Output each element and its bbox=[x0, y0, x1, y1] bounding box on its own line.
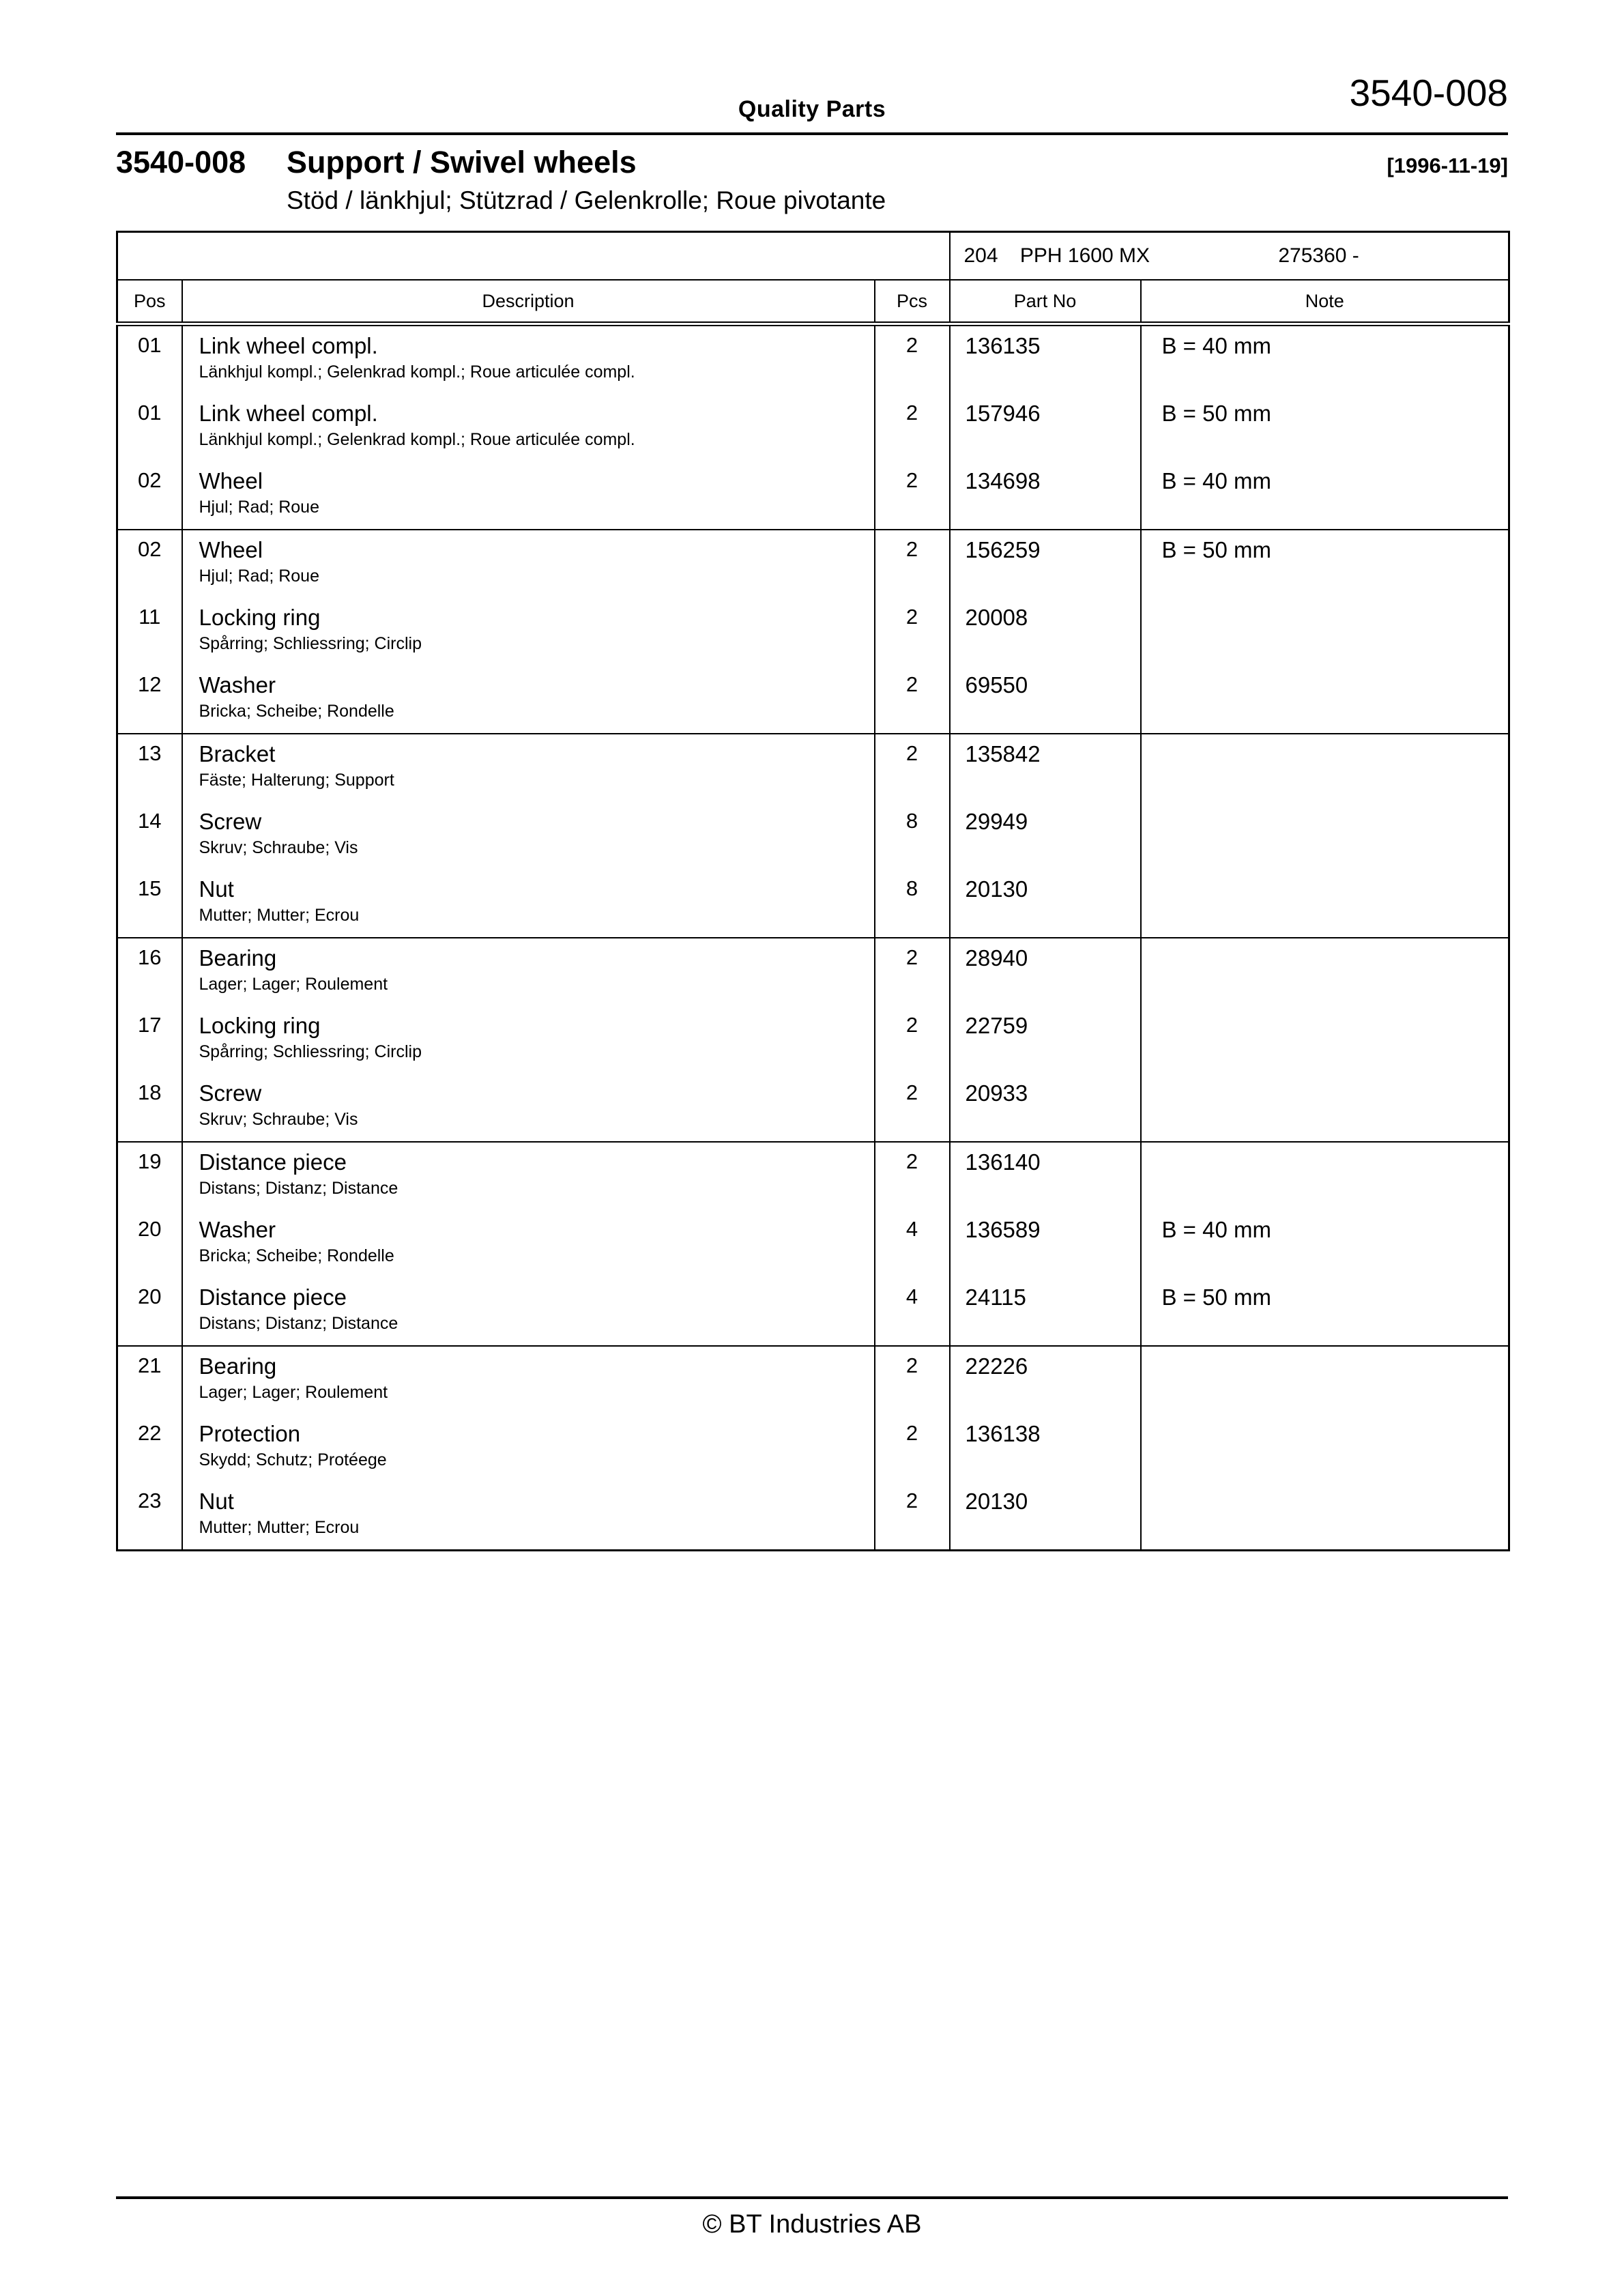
page-footer bbox=[116, 2196, 1508, 2239]
part-description-translations: Hjul; Rad; Roue bbox=[199, 498, 319, 517]
part-description-cell bbox=[182, 324, 875, 394]
column-header-description: Description bbox=[182, 280, 875, 324]
column-header-note: Note bbox=[1141, 280, 1509, 324]
part-description-translations: Spårring; Schliessring; Circlip bbox=[199, 634, 422, 653]
part-number: 69550 bbox=[950, 665, 1141, 734]
part-description-cell bbox=[182, 802, 875, 870]
part-number: 20008 bbox=[950, 598, 1141, 665]
part-description: Wheel bbox=[199, 468, 263, 493]
part-row bbox=[117, 734, 1509, 802]
part-description: Bearing bbox=[199, 1353, 277, 1379]
part-description: Nut bbox=[199, 1489, 234, 1514]
part-note: B = 40 mm bbox=[1141, 461, 1509, 530]
part-row bbox=[117, 461, 1509, 530]
footer-text: © BT Industries AB bbox=[702, 2210, 922, 2239]
part-number: 136589 bbox=[950, 1210, 1141, 1278]
part-row bbox=[117, 598, 1509, 665]
part-description-translations: Lager; Lager; Roulement bbox=[199, 1383, 388, 1402]
part-row bbox=[117, 1210, 1509, 1278]
part-description-cell bbox=[182, 1414, 875, 1482]
part-description-translations: Bricka; Scheibe; Rondelle bbox=[199, 702, 394, 721]
part-description-cell bbox=[182, 665, 875, 734]
part-qty: 8 bbox=[875, 802, 950, 870]
part-pos: 02 bbox=[138, 468, 162, 492]
part-row bbox=[117, 870, 1509, 938]
part-description: Washer bbox=[199, 672, 276, 698]
column-header-row bbox=[117, 280, 1509, 324]
part-description: Bracket bbox=[199, 741, 276, 766]
part-description-cell bbox=[182, 1142, 875, 1210]
part-row bbox=[117, 1482, 1509, 1551]
part-description: Locking ring bbox=[199, 1013, 321, 1038]
part-row bbox=[117, 394, 1509, 461]
part-note bbox=[1141, 870, 1509, 938]
part-qty: 2 bbox=[875, 461, 950, 530]
part-row bbox=[117, 1346, 1509, 1414]
part-description-translations: Lager; Lager; Roulement bbox=[199, 975, 388, 994]
part-number: 136135 bbox=[950, 324, 1141, 394]
part-row bbox=[117, 1278, 1509, 1346]
part-note bbox=[1141, 1346, 1509, 1414]
section-number: 3540-008 bbox=[116, 145, 246, 180]
part-pos: 22 bbox=[138, 1421, 162, 1445]
part-note: B = 50 mm bbox=[1141, 530, 1509, 598]
part-note bbox=[1141, 1074, 1509, 1142]
part-pos: 14 bbox=[138, 809, 162, 833]
part-qty: 2 bbox=[875, 1006, 950, 1074]
part-note bbox=[1141, 938, 1509, 1006]
part-row bbox=[117, 1414, 1509, 1482]
part-note bbox=[1141, 1142, 1509, 1210]
part-row bbox=[117, 530, 1509, 598]
serial-range: 275360 - bbox=[1278, 244, 1359, 267]
part-number: 135842 bbox=[950, 734, 1141, 802]
part-note bbox=[1141, 1006, 1509, 1074]
part-pos: 20 bbox=[138, 1285, 162, 1308]
part-pos: 11 bbox=[139, 605, 161, 629]
part-note bbox=[1141, 1482, 1509, 1551]
column-header-part-no: Part No bbox=[950, 280, 1141, 324]
model-code: 204 bbox=[963, 244, 998, 267]
part-qty: 2 bbox=[875, 324, 950, 394]
part-description: Screw bbox=[199, 809, 262, 834]
column-header-pcs: Pcs bbox=[875, 280, 950, 324]
part-number: 22759 bbox=[950, 1006, 1141, 1074]
part-qty: 2 bbox=[875, 530, 950, 598]
part-pos: 17 bbox=[138, 1013, 162, 1037]
part-description-translations: Distans; Distanz; Distance bbox=[199, 1314, 398, 1333]
part-pos: 18 bbox=[138, 1080, 162, 1104]
model-name: PPH 1600 MX bbox=[1019, 244, 1150, 267]
parts-rows bbox=[117, 324, 1509, 1551]
part-qty: 2 bbox=[875, 1142, 950, 1210]
part-number: 136138 bbox=[950, 1414, 1141, 1482]
part-description: Nut bbox=[199, 876, 234, 902]
part-description: Wheel bbox=[199, 537, 263, 562]
part-description-translations: Mutter; Mutter; Ecrou bbox=[199, 1518, 360, 1537]
part-number: 22226 bbox=[950, 1346, 1141, 1414]
page-header bbox=[116, 0, 1508, 135]
part-note bbox=[1141, 598, 1509, 665]
part-description-cell bbox=[182, 734, 875, 802]
part-pos: 13 bbox=[117, 734, 182, 802]
part-note bbox=[1141, 802, 1509, 870]
part-pos: 12 bbox=[138, 672, 162, 696]
part-qty: 2 bbox=[875, 1346, 950, 1414]
part-number: 157946 bbox=[950, 394, 1141, 461]
part-description-cell bbox=[182, 598, 875, 665]
part-pos: 20 bbox=[138, 1217, 162, 1241]
part-description-cell bbox=[182, 1210, 875, 1278]
part-row bbox=[117, 938, 1509, 1006]
part-number: 20130 bbox=[950, 870, 1141, 938]
part-qty: 2 bbox=[875, 1414, 950, 1482]
part-description: Locking ring bbox=[199, 605, 321, 630]
part-number: 20130 bbox=[950, 1482, 1141, 1551]
part-pos: 02 bbox=[117, 530, 182, 598]
part-note: B = 50 mm bbox=[1141, 1278, 1509, 1346]
part-qty: 2 bbox=[875, 1074, 950, 1142]
part-description-cell bbox=[182, 461, 875, 530]
part-note bbox=[1141, 665, 1509, 734]
part-row bbox=[117, 1006, 1509, 1074]
part-row bbox=[117, 1142, 1509, 1210]
page-subtitle: Stöd / länkhjul; Stützrad / Gelenkrolle; Roue pivotante bbox=[287, 186, 886, 214]
part-description-cell bbox=[182, 530, 875, 598]
title-row bbox=[116, 145, 1508, 180]
part-description-translations: Skydd; Schutz; Protéege bbox=[199, 1450, 387, 1469]
page-title: Support / Swivel wheels bbox=[287, 145, 637, 180]
part-description-cell bbox=[182, 1074, 875, 1142]
part-note: B = 40 mm bbox=[1141, 324, 1509, 394]
part-pos: 15 bbox=[138, 876, 162, 900]
part-description: Distance piece bbox=[199, 1285, 347, 1310]
part-number: 134698 bbox=[950, 461, 1141, 530]
part-number: 20933 bbox=[950, 1074, 1141, 1142]
part-pos: 16 bbox=[117, 938, 182, 1006]
part-description-translations: Skruv; Schraube; Vis bbox=[199, 1110, 358, 1129]
part-description-cell bbox=[182, 394, 875, 461]
part-qty: 2 bbox=[875, 938, 950, 1006]
revision-date: [1996-11-19] bbox=[1387, 154, 1508, 177]
part-description-translations: Spårring; Schliessring; Circlip bbox=[199, 1042, 422, 1061]
part-row bbox=[117, 665, 1509, 734]
brand-label: Quality Parts bbox=[738, 96, 886, 122]
part-description: Screw bbox=[199, 1080, 262, 1106]
part-number: 24115 bbox=[950, 1278, 1141, 1346]
column-header-pos: Pos bbox=[117, 280, 182, 324]
part-note: B = 40 mm bbox=[1141, 1210, 1509, 1278]
part-description: Link wheel compl. bbox=[199, 333, 378, 358]
part-number: 28940 bbox=[950, 938, 1141, 1006]
model-row-spacer bbox=[117, 232, 950, 281]
parts-table bbox=[116, 231, 1510, 1551]
part-description-translations: Länkhjul kompl.; Gelenkrad kompl.; Roue articulée compl. bbox=[199, 362, 635, 382]
part-row bbox=[117, 324, 1509, 394]
part-qty: 2 bbox=[875, 394, 950, 461]
part-note bbox=[1141, 734, 1509, 802]
part-qty: 2 bbox=[875, 598, 950, 665]
part-qty: 4 bbox=[875, 1210, 950, 1278]
part-number: 136140 bbox=[950, 1142, 1141, 1210]
part-qty: 2 bbox=[875, 665, 950, 734]
part-qty: 2 bbox=[875, 1482, 950, 1551]
part-description-cell bbox=[182, 870, 875, 938]
part-description-translations: Länkhjul kompl.; Gelenkrad kompl.; Roue articulée compl. bbox=[199, 430, 635, 449]
part-description-cell bbox=[182, 1006, 875, 1074]
part-note: B = 50 mm bbox=[1141, 394, 1509, 461]
model-row bbox=[117, 232, 1509, 281]
part-pos: 23 bbox=[138, 1489, 162, 1512]
part-pos: 19 bbox=[117, 1142, 182, 1210]
part-description-cell bbox=[182, 1346, 875, 1414]
part-description: Bearing bbox=[199, 945, 277, 971]
part-description-cell bbox=[182, 1278, 875, 1346]
document-number: 3540-008 bbox=[1349, 72, 1508, 114]
part-description-translations: Hjul; Rad; Roue bbox=[199, 566, 319, 586]
part-description: Distance piece bbox=[199, 1149, 347, 1175]
part-qty: 2 bbox=[875, 734, 950, 802]
part-note bbox=[1141, 1414, 1509, 1482]
part-description-translations: Fäste; Halterung; Support bbox=[199, 771, 394, 790]
part-description: Washer bbox=[199, 1217, 276, 1242]
part-pos: 01 bbox=[138, 401, 162, 425]
part-qty: 8 bbox=[875, 870, 950, 938]
part-number: 29949 bbox=[950, 802, 1141, 870]
part-description-translations: Distans; Distanz; Distance bbox=[199, 1179, 398, 1198]
part-description: Protection bbox=[199, 1421, 301, 1446]
part-description-translations: Mutter; Mutter; Ecrou bbox=[199, 906, 360, 925]
part-description-translations: Bricka; Scheibe; Rondelle bbox=[199, 1246, 394, 1265]
part-pos: 21 bbox=[117, 1346, 182, 1414]
part-number: 156259 bbox=[950, 530, 1141, 598]
title-block bbox=[116, 145, 1508, 215]
part-description-cell bbox=[182, 1482, 875, 1551]
part-qty: 4 bbox=[875, 1278, 950, 1346]
part-description: Link wheel compl. bbox=[199, 401, 378, 426]
part-description-cell bbox=[182, 938, 875, 1006]
model-cell bbox=[950, 232, 1509, 281]
part-row bbox=[117, 802, 1509, 870]
part-row bbox=[117, 1074, 1509, 1142]
part-pos: 01 bbox=[138, 333, 162, 357]
part-description-translations: Skruv; Schraube; Vis bbox=[199, 838, 358, 857]
